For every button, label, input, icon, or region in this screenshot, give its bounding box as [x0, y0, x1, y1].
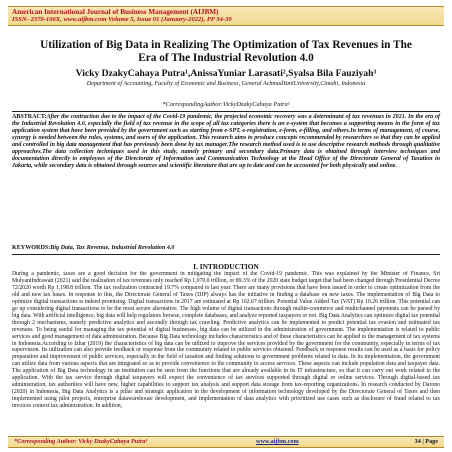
abstract-label: ABSTRACT:	[12, 114, 47, 120]
journal-name: American International Journal of Business Management (AIJBM)	[12, 8, 219, 16]
affiliation: Department of Accounting, Faculty of Economic and Business, General AchmadYaniUniversity,Cimahi, Indonesia	[86, 81, 366, 87]
keywords-text: Big Data, Tax Revenue, Industrial Revolution 4.0	[50, 245, 175, 251]
abstract	[12, 114, 440, 170]
abstract-text: After the contraction due to the impact of the Covid-19 pandemic, the projected economic recovery was a determinant of tax revenues in 2021. In the era of the Industrial Revolution 4.0, especially the field of tax revenue in the scope of all tax categories there is an e-system that becomes a supporting means in the form of tax application system that have been provided by the government such as starting from e-SPT, e-registration, e-form, e-filling, and others.In terms of management, of course, synergy is needed between the rules, systems, and users of the application. This research aims to produce concepts recommended by researchers so that they can be applied and controlled in big data management that has previously been done by tax manager.The research method used is to use descriptive research methods through qualitative approaches.The data collection techniques used in this study, namely primary and secondary data.Primary data is obtained through interview techniques and documentation directly to employees of the Directorate of Information and Communication Technology at the Head Office of the Directorate General of Taxation in Jakarta, while secondary data is obtained through sources and scientific literature that are up to date and can be accounted for both physically and online.	[12, 114, 440, 170]
divider-top	[12, 111, 440, 112]
divider-bottom	[12, 254, 440, 255]
author-list: Vicky DzakyCahaya Putra¹,AnissaYuniar Larasati²,Syalsa Bila Fauziyah³	[75, 68, 377, 79]
page-footer	[8, 436, 444, 448]
introduction-text: During a pandemic, taxes are a good decision for the government in mitigating the impact of the Covid-19 pandemic. This was explained by the Minister of Finance, Sri MulyaniIndrawati (2021) said the realization of tax revenues only reached Rp 1,070.0 trillion, or 89.3% of the 2020 state budget target that had been changed through Presidential Decree 72/2020 worth Rp 1,198.8 trillion. The tax realization contracted 19.7% compared to last year. There are many provisions that have been issued in order to create optimization from the old and new tax bases. In response to this, the Directorate General of Taxes (DJP) always has the initiative in finding a database on new taxes. The implementation of Big Data to optimize digital transactions is indeed promising. Digital transactions in 2017 are estimated at Rp 102.67 trillion. Potential Value Added Tax (VAT) Rp 10.26 trillion. This potential can go up considering digital transactions to be the most secure alternative. The high volume of digital transactions through multie-commerce and multichannel payments can be parsed by big data. With artificial intelligence, big data will help regulators browse, complete databases, and analyze reported taxpayers or not. Big Data Analytics can optimize digital tax potential through 2 mechanisms, namely predictive analytics and secondly through tax crawling. Predictive analytics can be implemented to predict potential tax evasion and estimated tax revenues. To being useful for managing the tax potential of digital businesses, big data can be utilized in the administration of government. The implementation is related to public services and good management of data administration. Because Big Data technology includes characteristics and of these characteristics can be applied to the management of tax systems in Indonesia.According to Izhar (2019) the characteristics of big data can be utilized to improve the services provided by the government for the community, especially in terms of tax supervision. Its utilization can also provide feedback or response from the community related to public services obtained. Feedback or response results can be used as a basis for policy preparation and improvement of public services, especially in the field of taxation and finding solutions to government problems related to data. In its implementation, the government can utilize data from various aspects that are integrated so as to provide convenience to the community to access services. These aspects can include population data and taxpayer data. The application of Big Data technology in an institution can be seen from the functions that are already available in its IT infrastructure, so that it can carry out work related to the application. With the tax service through digital taxpayers will expect the convenience of tax services supported through digital or online services. Through digital-based tax administration, tax authorities will have new, higher capabilities to support tax analysis and support data storage from tax-reporting organizations. In research conducted by Darono (2020) in Indonesia, Big Data Analytics is a pillar and strategic application in the development of information technology developed by the Directorate General of Taxes and then implemented using pilot projects, enterprise datawarehouse development, and implementation of data analytics with prioritized use cases such as disclosure of fraud related to tax invoices context tax administration. In addition,	[12, 271, 440, 410]
paper-title: Utilization of Big Data in Realizing The Optimization of Tax Revenues in The Era of The Industrial Revolution 4.0	[40, 39, 412, 64]
keywords-label: KEYWORDS:	[12, 245, 51, 251]
journal-header-banner	[8, 6, 444, 26]
keywords	[12, 245, 440, 251]
page-number: 34 | Page	[414, 438, 438, 445]
footer-author: *Corresponding Author: Vicky DzakyCahaya Putra¹	[14, 438, 148, 445]
footer-link[interactable]: www.aijbm.com	[256, 438, 299, 445]
section-heading: I. INTRODUCTION	[193, 262, 259, 271]
issn-line: ISSN- 2379-106X, www.aijbm.com Volume 5, Issue 01 (January-2022), PP 34-39	[12, 16, 232, 23]
corresponding-author: *CorrespondingAuthor:VickyDzakyCahaya Putra¹	[162, 101, 290, 108]
